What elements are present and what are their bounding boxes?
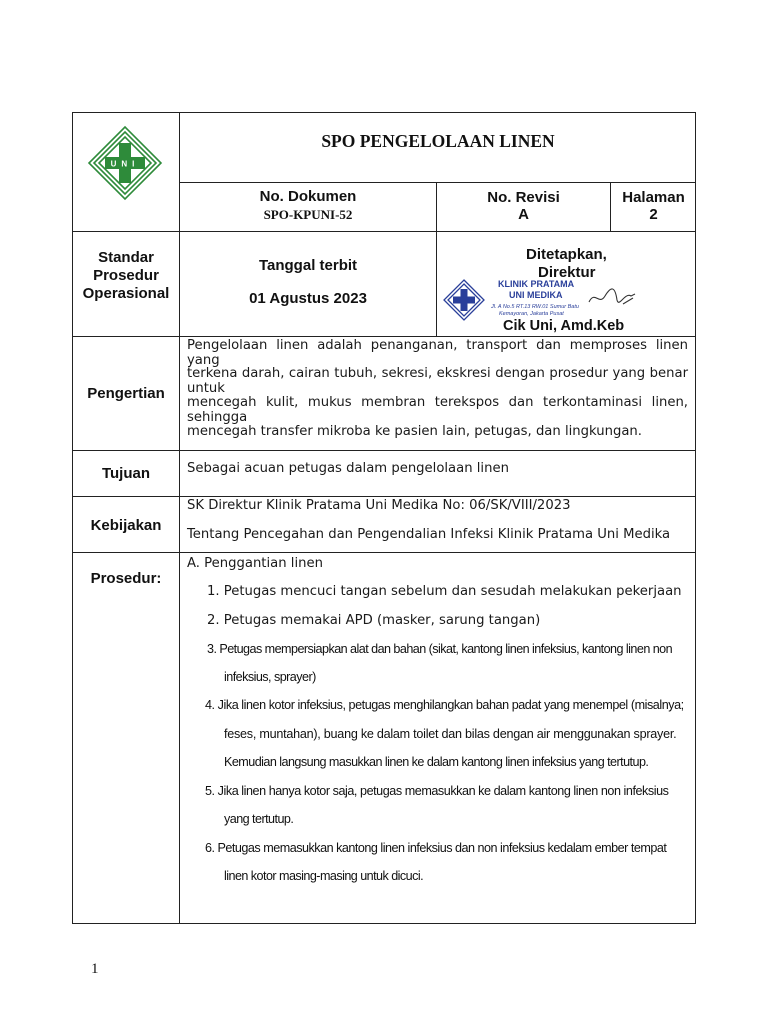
signature-icon [585, 282, 640, 314]
page-label: Halaman [622, 189, 685, 206]
doc-number-value: SPO-KPUNI-52 [263, 207, 353, 222]
page-number: 1 [91, 961, 99, 977]
stamp-logo-icon [443, 279, 485, 321]
kebijakan-line-2: Tentang Pencegahan dan Pengendalian Infeksi Klinik Pratama Uni Medika [187, 527, 671, 542]
doc-number-label: No. Dokumen [259, 188, 357, 205]
kebijakan-label: Kebijakan [90, 517, 162, 534]
prosedur-step-6-line-1: 6. Petugas memasukkan kantong linen infeksius dan non infeksius kedalam ember tempat [205, 841, 667, 855]
revision-value: A [518, 206, 529, 223]
prosedur-step-6-line-2: linen kotor masing-masing untuk dicuci. [224, 869, 424, 883]
kebijakan-line-1: SK Direktur Klinik Pratama Uni Medika No: 06/SK/VIII/2023 [187, 498, 571, 513]
direktur-label: Direktur [538, 264, 596, 281]
tujuan-text: Sebagai acuan petugas dalam pengelolaan linen [187, 461, 509, 476]
pengertian-label: Pengertian [87, 385, 165, 402]
prosedur-step-3-line-2: infeksius, sprayer) [224, 670, 316, 684]
spo-label-line1: Standar [98, 249, 154, 266]
prosedur-step-4-line-3: Kemudian langsung masukkan linen ke dalam kantong linen infeksius yang tertutup. [224, 755, 649, 769]
pengertian-line-1: Pengelolaan linen adalah penanganan, transport dan memproses linen yang [187, 338, 688, 368]
logo-text: UNI [110, 159, 140, 169]
clinic-logo-icon [87, 125, 163, 201]
prosedur-label: Prosedur: [90, 570, 162, 587]
page-value: 2 [649, 206, 658, 223]
tujuan-label: Tujuan [101, 465, 151, 482]
prosedur-step-4-line-2: feses, muntahan), buang ke dalam toilet dan bilas dengan air menggunakan sprayer. [224, 727, 677, 741]
prosedur-step-5-line-2: yang tertutup. [224, 812, 294, 826]
stamp-address-1: Jl. A No.5 RT.13 RW.01 Sumur Batu [491, 304, 579, 310]
prosedur-step-1: 1. Petugas mencuci tangan sebelum dan sesudah melakukan pekerjaan [207, 584, 682, 599]
stamp-clinic-name-2: UNI MEDIKA [509, 290, 563, 300]
spo-label-line2: Prosedur [93, 267, 159, 284]
prosedur-step-3-line-1: 3. Petugas mempersiapkan alat dan bahan (sikat, kantong linen infeksius, kantong linen non [207, 642, 673, 656]
stamp-address-2: Kemayoran, Jakarta Pusat [499, 311, 564, 317]
revision-label: No. Revisi [487, 189, 560, 206]
signer-name: Cik Uni, Amd.Keb [503, 318, 625, 334]
document-title: SPO PENGELOLAAN LINEN [321, 131, 555, 151]
prosedur-heading: A. Penggantian linen [187, 556, 323, 571]
issue-date-value: 01 Agustus 2023 [249, 290, 367, 307]
ditetapkan-label: Ditetapkan, [526, 246, 607, 263]
prosedur-step-4-line-1: 4. Jika linen kotor infeksius, petugas menghilangkan bahan padat yang menempel (misalnya; [205, 698, 684, 712]
issue-date-label: Tanggal terbit [258, 257, 358, 274]
pengertian-line-3: mencegah kulit, mukus membran terekspos dan terkontaminasi linen, sehingga [187, 395, 688, 425]
pengertian-line-2: terkena darah, cairan tubuh, sekresi, ekskresi dengan prosedur yang benar untuk [187, 366, 688, 396]
stamp-clinic-name-1: KLINIK PRATAMA [498, 279, 575, 289]
spo-label-line3: Operasional [82, 285, 170, 302]
prosedur-step-2: 2. Petugas memakai APD (masker, sarung tangan) [207, 613, 541, 628]
prosedur-step-5-line-1: 5. Jika linen hanya kotor saja, petugas memasukkan ke dalam kantong linen non infeksius [205, 784, 669, 798]
pengertian-line-4: mencegah transfer mikroba ke pasien lain, petugas, dan lingkungan. [187, 424, 642, 439]
